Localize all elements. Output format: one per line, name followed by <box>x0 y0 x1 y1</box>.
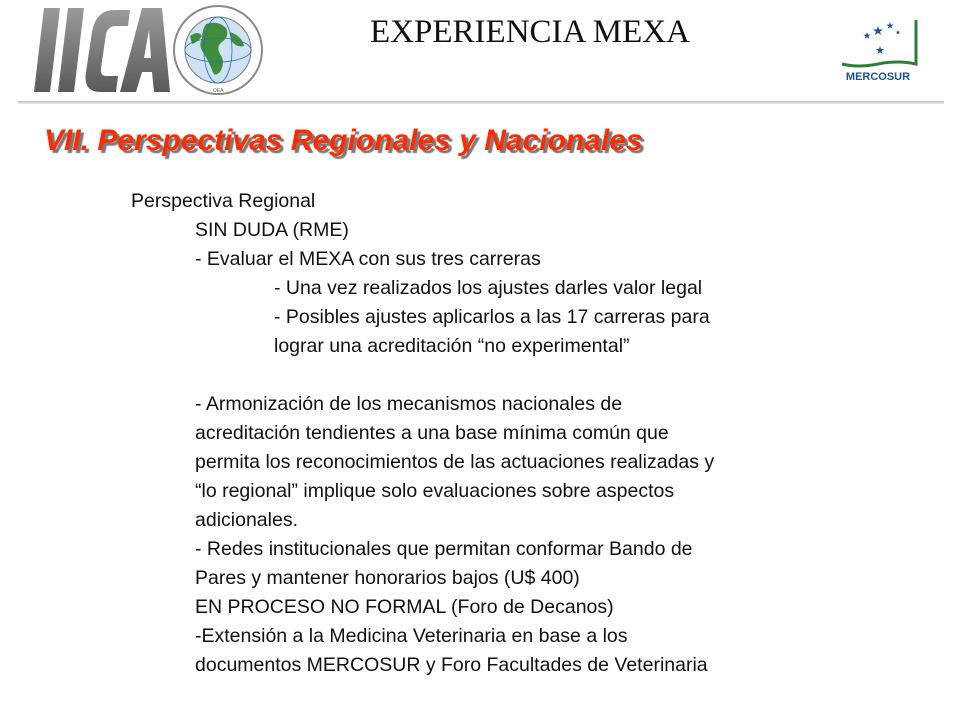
text-line: - Evaluar el MEXA con sus tres carreras <box>195 248 541 270</box>
text-line: - Redes institucionales que permitan conformar Bando de <box>195 538 693 560</box>
text-line: - Una vez realizados los ajustes darles valor legal <box>274 277 703 299</box>
text-line: adicionales. <box>195 509 298 531</box>
section-heading: VII. Perspectivas Regionales y Nacionales <box>44 124 643 157</box>
text-line: lograr una acreditación “no experimental” <box>274 335 630 357</box>
text-line: EN PROCESO NO FORMAL (Foro de Decanos) <box>195 596 614 618</box>
body-text <box>0 187 960 680</box>
globe-icon <box>174 6 262 94</box>
mercosur-logo <box>838 18 924 94</box>
text-line: Perspectiva Regional <box>131 190 316 212</box>
iica-logo <box>30 2 265 98</box>
text-line: documentos MERCOSUR y Foro Facultades de Veterinaria <box>195 654 708 676</box>
header-title: EXPERIENCIA MEXA <box>370 14 690 50</box>
blank-line <box>0 361 960 390</box>
text-line: -Extensión a la Medicina Veterinaria en base a los <box>195 625 628 647</box>
text-line: permita los reconocimientos de las actuaciones realizadas y <box>195 451 715 473</box>
text-line: “lo regional” implique solo evaluaciones sobre aspectos <box>195 480 675 502</box>
text-line: acreditación tendientes a una base mínima común que <box>195 422 669 444</box>
star-icon <box>863 22 900 54</box>
header-divider <box>18 101 944 104</box>
text-line: SIN DUDA (RME) <box>195 219 349 241</box>
text-line: - Posibles ajustes aplicarlos a las 17 carreras para <box>274 306 710 328</box>
svg-text:· OEA ·: · OEA · <box>209 88 227 94</box>
mercosur-logo-text: MERCOSUR <box>845 71 911 83</box>
text-line: - Armonización de los mecanismos nacionales de <box>195 393 623 415</box>
text-line: Pares y mantener honorarios bajos (U$ 400) <box>195 567 580 589</box>
